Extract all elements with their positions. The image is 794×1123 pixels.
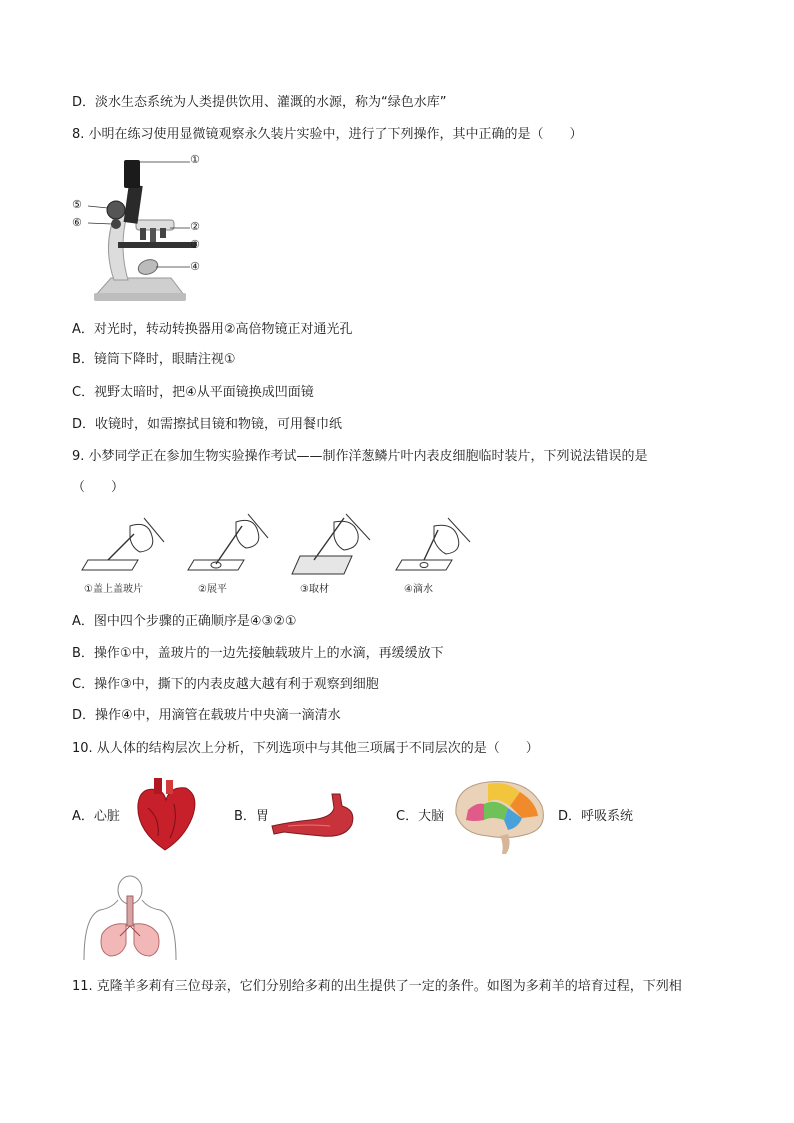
q10-option-a: A．心脏 xyxy=(72,809,120,824)
q7-option-d: D．淡水生态系统为人类提供饮用、灌溉的水源，称为“绿色水库” xyxy=(72,95,447,110)
q10-option-b: B．胃 xyxy=(234,809,269,824)
slide-steps-figure xyxy=(78,512,478,601)
q11-stem: 11. 克隆羊多莉有三位母亲，它们分别给多莉的出生提供了一定的条件。如图为多莉羊的培育过程，下列相 xyxy=(72,979,682,994)
step-caption-3: ③取材 xyxy=(300,584,329,595)
q8-option-d: D．收镜时，如需擦拭目镜和物镜，可用餐巾纸 xyxy=(72,417,343,432)
q9-option-a: A．图中四个步骤的正确顺序是④③②① xyxy=(72,614,297,629)
brain-image xyxy=(448,776,548,860)
q9-stem-continued: （ ） xyxy=(72,480,125,495)
q9-option-d: D．操作④中，用滴管在载玻片中央滴一滴清水 xyxy=(72,708,341,723)
microscope-label-5: ⑤ xyxy=(72,198,82,211)
q9-option-b: B．操作①中，盖玻片的一边先接触载玻片上的水滴，再缓缓放下 xyxy=(72,646,444,661)
microscope-figure xyxy=(66,150,216,314)
step-caption-1: ①盖上盖玻片 xyxy=(84,584,143,595)
microscope-label-4: ④ xyxy=(190,260,200,273)
step2-drawing xyxy=(188,514,268,570)
stomach-image xyxy=(270,792,358,844)
q8-option-b: B．镜筒下降时，眼睛注视① xyxy=(72,352,236,367)
q10-option-c: C．大脑 xyxy=(396,809,445,824)
q10-stem: 10. 从人体的结构层次上分析，下列选项中与其他三项属于不同层次的是（ ） xyxy=(72,741,539,756)
q9-stem: 9. 小梦同学正在参加生物实验操作考试——制作洋葱鳞片叶内表皮细胞临时装片，下列说法错误的是 xyxy=(72,449,648,464)
step3-drawing xyxy=(292,514,370,574)
microscope-label-2: ② xyxy=(190,220,200,233)
step4-drawing xyxy=(396,518,470,570)
q8-option-a: A．对光时，转动转换器用②高倍物镜正对通光孔 xyxy=(72,322,353,337)
step-caption-2: ②展平 xyxy=(198,584,227,595)
microscope-label-1: ① xyxy=(190,153,200,166)
q10-option-d: D．呼吸系统 xyxy=(558,809,634,824)
q8-stem: 8. 小明在练习使用显微镜观察永久装片实验中，进行了下列操作，其中正确的是（ ） xyxy=(72,127,583,142)
microscope-label-3: ③ xyxy=(190,238,200,251)
q8-option-c: C．视野太暗时，把④从平面镜换成凹面镜 xyxy=(72,385,314,400)
heart-image xyxy=(130,778,200,857)
q9-option-c: C．操作③中，撕下的内表皮越大越有利于观察到细胞 xyxy=(72,677,379,692)
step1-drawing xyxy=(82,518,164,570)
respiratory-system-image xyxy=(80,874,180,964)
step-caption-4: ④滴水 xyxy=(404,584,433,595)
microscope-label-6: ⑥ xyxy=(72,216,82,229)
